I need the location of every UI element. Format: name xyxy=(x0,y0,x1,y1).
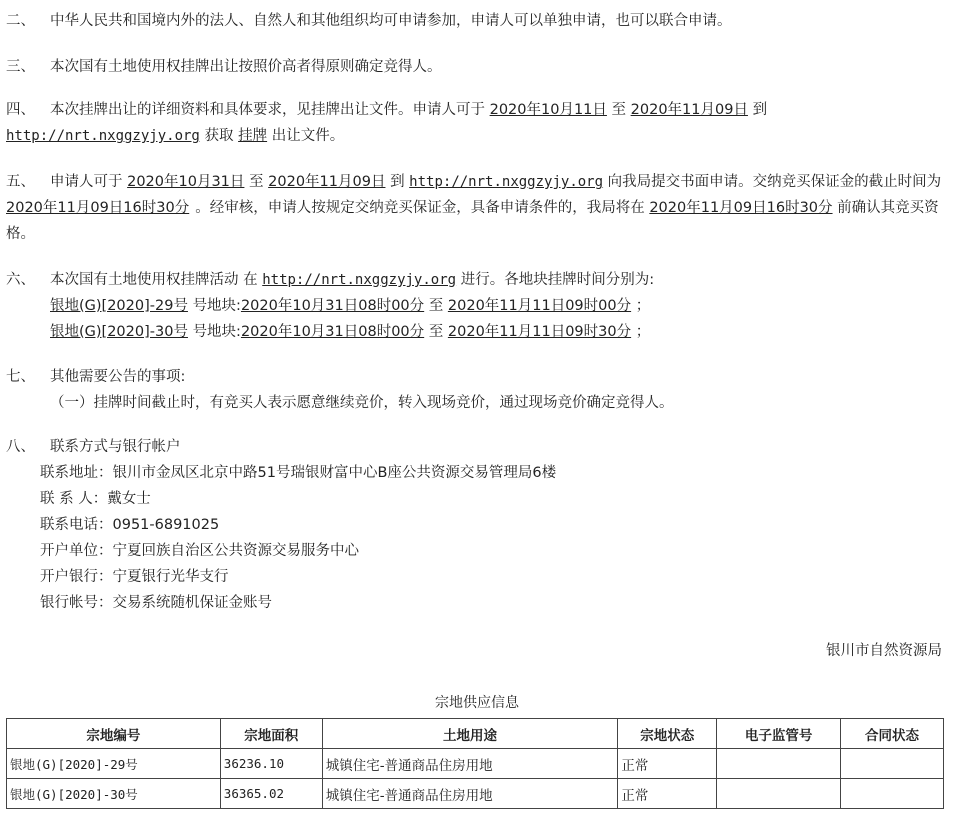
section-text: 获取 xyxy=(204,128,234,144)
section-text: 到 xyxy=(752,102,768,118)
cell-parcel-status: 正常 xyxy=(618,749,717,779)
section-text: 本次国有土地使用权挂牌活动 xyxy=(50,272,239,288)
cell-parcel-status: 正常 xyxy=(618,779,717,809)
section-text: 前确认其竞买资格。 xyxy=(6,200,939,242)
section-number: 四、 xyxy=(6,102,35,118)
signature-issuer: 银川市自然资源局 xyxy=(826,643,942,659)
section-text: 至 xyxy=(611,102,627,118)
section-text: 在 xyxy=(243,272,258,288)
lot-label: 号地块: xyxy=(192,324,241,340)
contact-value: 宁夏银行光华支行 xyxy=(112,569,229,585)
contact-label: 联 系 人： xyxy=(40,491,108,507)
section-text: 中华人民共和国境内外的法人、自然人和其他组织均可申请参加，申请人可以单独申请，也可以联合申请。 xyxy=(50,13,732,29)
lot-schedule-2 xyxy=(6,319,942,345)
cell-land-use: 城镇住宅-普通商品住房用地 xyxy=(322,749,618,779)
lot-to: 至 xyxy=(428,298,444,314)
section-text: 向我局提交书面申请。交纳竞买保证金的截止时间为 xyxy=(607,174,942,190)
portal-link[interactable]: http://nrt.nxggzyjy.org xyxy=(6,128,200,144)
section-title: 其他需要公告的事项: xyxy=(50,369,186,385)
account-bank xyxy=(6,564,942,590)
lot-sep: ； xyxy=(635,298,651,314)
table-header-row xyxy=(7,719,944,749)
lot-label: 号地块: xyxy=(192,298,241,314)
cell-supervision-no xyxy=(717,749,841,779)
section-text: 挂牌 xyxy=(238,128,268,144)
contact-value: 银川市金凤区北京中路51号瑞银财富中心B座公共资源交易管理局6楼 xyxy=(112,465,557,481)
section-3 xyxy=(6,54,942,80)
section-7 xyxy=(6,364,942,416)
portal-link[interactable]: http://nrt.nxggzyjy.org xyxy=(262,272,457,288)
section-6 xyxy=(6,267,942,345)
section-number: 二、 xyxy=(6,13,35,29)
section-4 xyxy=(6,97,942,149)
contact-label: 联系地址： xyxy=(40,465,113,481)
header-parcel-status: 宗地状态 xyxy=(618,719,717,749)
contact-value: 交易系统随机保证金账号 xyxy=(112,595,272,611)
contact-value: 戴女士 xyxy=(107,491,151,507)
contact-label: 联系电话： xyxy=(40,517,113,533)
section-5 xyxy=(6,169,942,247)
section-number: 八、 xyxy=(6,439,35,455)
lot-schedule-1 xyxy=(6,293,942,319)
section-text: 出让文件。 xyxy=(271,128,345,144)
section-text: 至 xyxy=(249,174,264,190)
lot-code: 银地(G)[2020]-29号 xyxy=(50,298,188,314)
table-row xyxy=(7,779,944,809)
contact-phone xyxy=(6,512,942,538)
account-holder xyxy=(6,538,942,564)
section-text: 申请人可于 xyxy=(50,174,123,190)
cell-contract-status xyxy=(841,779,944,809)
cell-parcel-area: 36365.02 xyxy=(220,779,322,809)
section-text: 本次国有土地使用权挂牌出让按照价高者得原则确定竞得人。 xyxy=(50,59,442,75)
date-start: 2020年10月11日 xyxy=(489,102,607,118)
contact-value: 0951-6891025 xyxy=(112,517,220,533)
section-text: 。经审核，申请人按规定交纳竞买保证金，具备申请条件的，我局将在 xyxy=(195,200,645,216)
contact-person xyxy=(6,486,942,512)
lot-to: 至 xyxy=(428,324,444,340)
date-start: 2020年10月31日 xyxy=(127,174,245,190)
section-text: 进行。各地块挂牌时间分别为: xyxy=(460,272,655,288)
section-number: 三、 xyxy=(6,59,35,75)
cell-parcel-area: 36236.10 xyxy=(220,749,322,779)
lot-end: 2020年11月11日09时00分 xyxy=(447,298,632,314)
header-parcel-code: 宗地编号 xyxy=(7,719,221,749)
section-number: 六、 xyxy=(6,272,35,288)
table-row xyxy=(7,749,944,779)
cell-parcel-code: 银地(G)[2020]-29号 xyxy=(7,749,221,779)
cell-land-use: 城镇住宅-普通商品住房用地 xyxy=(322,779,618,809)
section-number: 五、 xyxy=(6,174,35,190)
date-end: 2020年11月09日 xyxy=(268,174,386,190)
cell-supervision-no xyxy=(717,779,841,809)
parcel-supply-table xyxy=(6,718,944,809)
section-text: 本次挂牌出让的详细资料和具体要求，见挂牌出让文件。申请人可于 xyxy=(50,102,485,118)
section-text: 到 xyxy=(390,174,405,190)
contact-value: 宁夏回族自治区公共资源交易服务中心 xyxy=(112,543,359,559)
section-8 xyxy=(6,434,942,616)
section-7-item-1: （一）挂牌时间截止时，有竞买人表示愿意继续竞价，转入现场竞价，通过现场竞价确定竞得人。 xyxy=(50,395,674,411)
confirm-deadline: 2020年11月09日16时30分 xyxy=(649,200,833,216)
account-number xyxy=(6,590,942,616)
cell-parcel-code: 银地(G)[2020]-30号 xyxy=(7,779,221,809)
section-title: 联系方式与银行帐户 xyxy=(50,439,181,455)
contact-label: 银行帐号： xyxy=(40,595,113,611)
deposit-deadline: 2020年11月09日16时30分 xyxy=(6,200,190,216)
lot-sep: ； xyxy=(635,324,651,340)
cell-contract-status xyxy=(841,749,944,779)
header-contract-status: 合同状态 xyxy=(841,719,944,749)
section-2 xyxy=(6,8,942,34)
table-caption: 宗地供应信息 xyxy=(435,695,519,711)
header-land-use: 土地用途 xyxy=(322,719,618,749)
date-end: 2020年11月09日 xyxy=(630,102,748,118)
header-supervision-no: 电子监管号 xyxy=(717,719,841,749)
lot-start: 2020年10月31日08时00分 xyxy=(240,324,425,340)
contact-label: 开户单位： xyxy=(40,543,113,559)
portal-link[interactable]: http://nrt.nxggzyjy.org xyxy=(409,174,604,190)
section-number: 七、 xyxy=(6,369,35,385)
lot-start: 2020年10月31日08时00分 xyxy=(240,298,425,314)
contact-label: 开户银行： xyxy=(40,569,113,585)
header-parcel-area: 宗地面积 xyxy=(220,719,322,749)
lot-code: 银地(G)[2020]-30号 xyxy=(50,324,188,340)
lot-end: 2020年11月11日09时30分 xyxy=(447,324,632,340)
contact-address xyxy=(6,460,942,486)
